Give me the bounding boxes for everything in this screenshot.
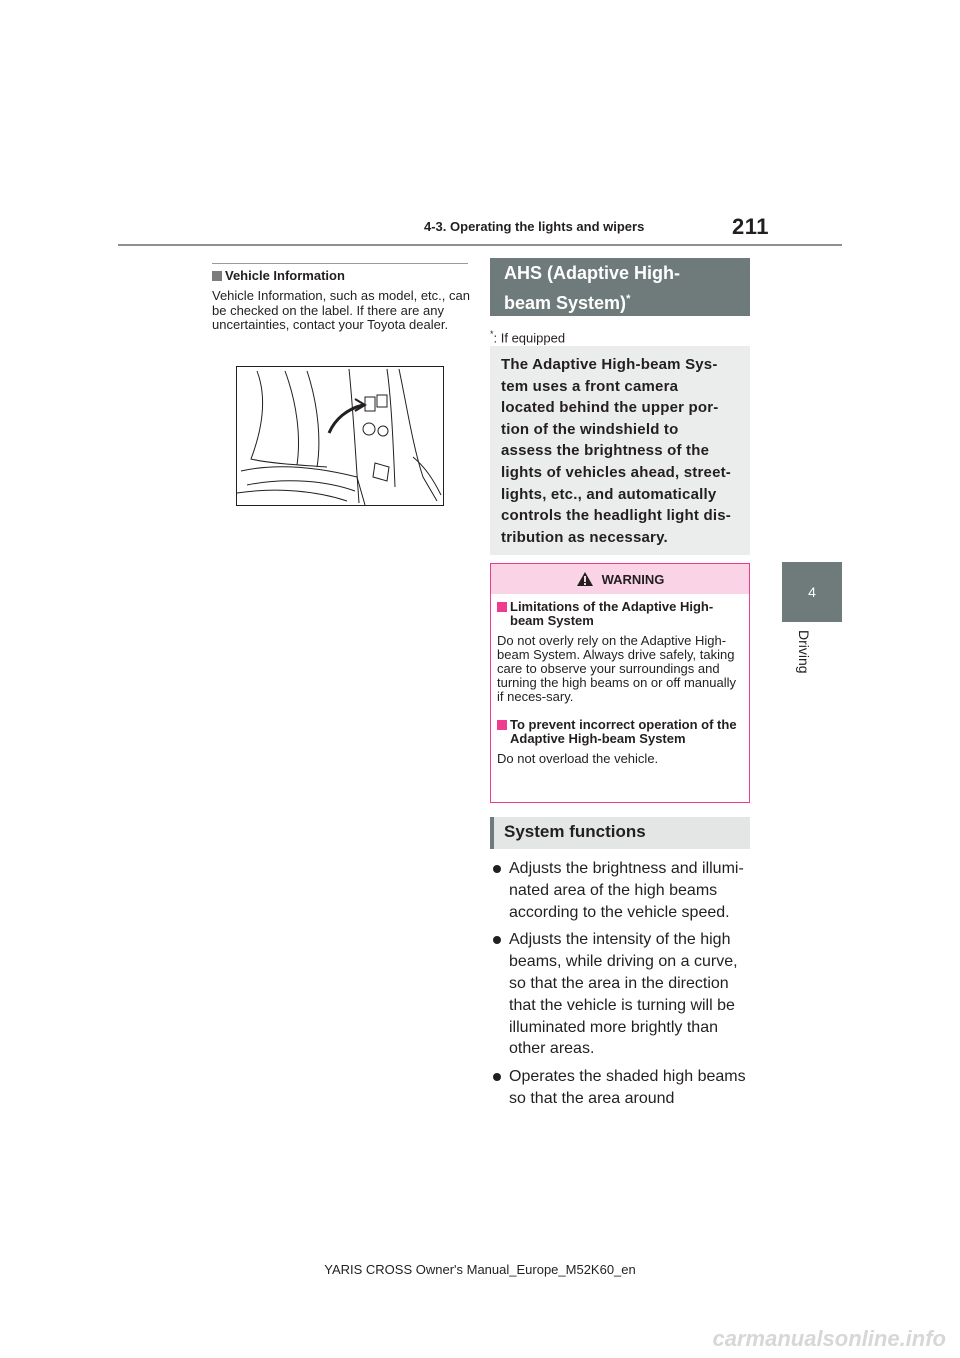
warning-header [491, 564, 749, 594]
chapter-number: 4 [808, 584, 816, 600]
ahs-section-title [490, 258, 750, 316]
warning-title: WARNING [601, 571, 665, 587]
intro-line: assess the brightness of the [501, 442, 710, 460]
chapter-label-wrap [782, 630, 842, 690]
equipped-footnote [490, 329, 565, 345]
square-bullet-icon [212, 271, 222, 281]
intro-line: tion of the windshield to [501, 420, 679, 438]
manual-footer: YARIS CROSS Owner's Manual_Europe_M52K60_en [324, 1262, 636, 1277]
intro-line: lights, etc., and automatically [501, 485, 717, 503]
system-functions-title: System functions [490, 817, 750, 849]
list-item: Operates the shaded high beams so that the area around [492, 1066, 754, 1110]
door-label-illustration [236, 366, 444, 506]
intro-line: controls the headlight light dis- [501, 507, 731, 525]
vehicle-info-heading-text: Vehicle Information [225, 268, 345, 283]
chapter-label: Driving [796, 630, 812, 674]
page-number: 211 [732, 214, 769, 239]
warning-heading-1 [497, 600, 737, 628]
intro-line: tribution as necessary. [501, 528, 668, 546]
system-functions-list [492, 858, 754, 1116]
intro-line: tem uses a front camera [501, 377, 679, 395]
ahs-title-line1: AHS (Adaptive High- [504, 263, 681, 283]
ahs-title-line2-text: beam System) [504, 293, 627, 313]
square-bullet-icon [497, 720, 507, 730]
warning-box [490, 563, 750, 803]
section-title: 4-3. Operating the lights and wipers [424, 219, 645, 234]
footnote-asterisk: * [490, 329, 494, 339]
warning-heading-2-text: To prevent incorrect operation of the Adaptive High-beam System [510, 717, 737, 746]
seat-door-drawing [237, 367, 443, 505]
warning-text-1: Do not overly rely on the Adaptive High-beam System. Always drive safely, taking care to observe your surroundings and turning the high beams on or off manually if neces-sary. [497, 633, 736, 704]
warning-content [497, 600, 737, 766]
ahs-title-asterisk: * [626, 293, 631, 305]
ahs-intro-box [490, 346, 750, 555]
watermark: carmanualsonline.info [712, 1326, 946, 1351]
vehicle-info-text: Vehicle Information, such as model, etc., can be checked on the label. If there are any uncertainties, contact your Toyota dealer. [212, 288, 470, 332]
warning-heading-1-text: Limitations of the Adaptive High-beam System [510, 599, 714, 628]
intro-line: The Adaptive High-beam Sys- [501, 356, 718, 373]
warning-heading-2 [497, 718, 737, 746]
chapter-tab [782, 562, 842, 622]
intro-line: located behind the upper por- [501, 399, 719, 417]
vehicle-info-heading [212, 268, 345, 283]
list-item: Adjusts the intensity of the high beams, while driving on a curve, so that the area in the direction that the vehicle is turning will be illuminated more brightly than other areas. [492, 929, 754, 1060]
warning-text-2: Do not overload the vehicle. [497, 751, 659, 766]
ahs-title-line2 [504, 286, 750, 316]
footnote-text: : If equipped [493, 330, 566, 346]
warning-triangle-icon [576, 571, 594, 587]
intro-line: lights of vehicles ahead, street- [501, 463, 732, 481]
list-item: Adjusts the brightness and illumi-nated area of the high beams according to the vehicle speed. [492, 858, 754, 923]
square-bullet-icon [497, 602, 507, 612]
left-divider [212, 263, 468, 264]
header-divider [118, 244, 842, 246]
